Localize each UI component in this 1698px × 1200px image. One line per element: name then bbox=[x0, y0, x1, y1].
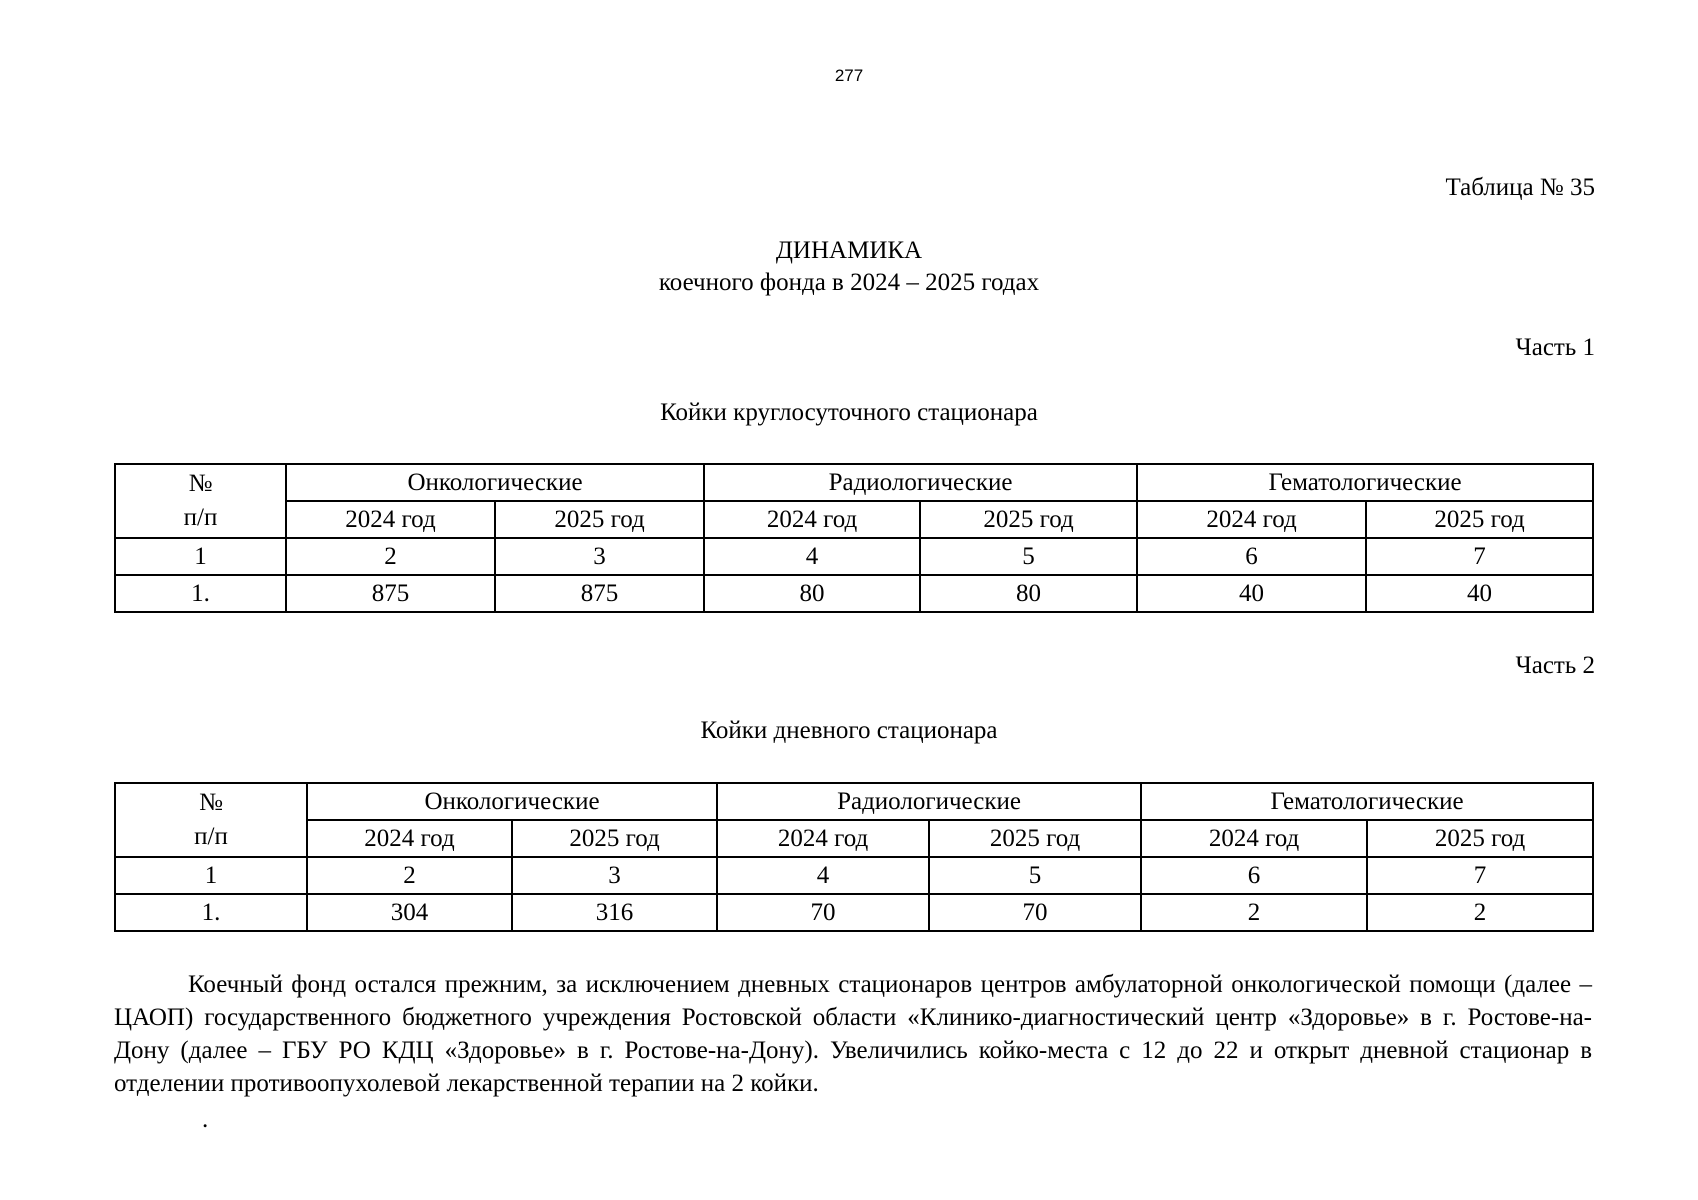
table-header-row bbox=[115, 464, 1593, 501]
part1-caption: Койки круглосуточного стационара bbox=[660, 399, 1038, 426]
index-cell: 6 bbox=[1141, 857, 1367, 894]
year-header: 2025 год bbox=[1367, 820, 1593, 857]
year-header: 2024 год bbox=[286, 501, 495, 538]
data-cell: 2 bbox=[1367, 894, 1593, 931]
row-number-cell: 1. bbox=[115, 894, 307, 931]
group-header-oncology: Онкологические bbox=[307, 783, 717, 820]
page-number: 277 bbox=[834, 66, 864, 85]
group-header-radiology: Радиологические bbox=[704, 464, 1137, 501]
year-header: 2024 год bbox=[1137, 501, 1366, 538]
number-sign: № bbox=[188, 470, 213, 497]
table-index-row bbox=[115, 538, 1593, 575]
index-cell: 2 bbox=[307, 857, 512, 894]
index-cell: 1 bbox=[115, 857, 307, 894]
group-header-oncology: Онкологические bbox=[286, 464, 704, 501]
group-header-radiology: Радиологические bbox=[717, 783, 1141, 820]
body-paragraph: Коечный фонд остался прежним, за исключением дневных стационаров центров амбулаторной онкологической помощи (далее – ЦАОП) государственного бюджетного учреждения Ростовской области «Клинико-диагностический центр «Здоровье» в г. Ростове-на-Дону (далее – ГБУ РО КДЦ «Здоровье» в г. Ростове-на-Дону). Увеличились койко-места с 12 до 22 и открыт дневной стационар в отделении противоопухолевой лекарственной терапии на 2 койки. bbox=[114, 971, 1592, 1097]
row-number-cell: 1. bbox=[115, 575, 286, 612]
table-year-row bbox=[115, 501, 1593, 538]
day-hospital-beds-table bbox=[114, 782, 1594, 932]
year-header: 2025 год bbox=[512, 820, 717, 857]
table-year-row bbox=[115, 820, 1593, 857]
number-column-header bbox=[115, 783, 307, 857]
number-column-header bbox=[115, 464, 286, 538]
data-cell: 316 bbox=[512, 894, 717, 931]
order-abbrev: п/п bbox=[194, 823, 228, 850]
index-cell: 1 bbox=[115, 538, 286, 575]
table-index-row bbox=[115, 857, 1593, 894]
year-header: 2025 год bbox=[1366, 501, 1593, 538]
year-header: 2024 год bbox=[704, 501, 920, 538]
index-cell: 4 bbox=[704, 538, 920, 575]
year-header: 2024 год bbox=[307, 820, 512, 857]
number-sign: № bbox=[199, 789, 223, 816]
table-row bbox=[115, 575, 1593, 612]
data-cell: 40 bbox=[1366, 575, 1593, 612]
data-cell: 875 bbox=[286, 575, 495, 612]
data-cell: 80 bbox=[920, 575, 1137, 612]
round-the-clock-beds-table bbox=[114, 463, 1594, 613]
index-cell: 3 bbox=[495, 538, 704, 575]
table-row bbox=[115, 894, 1593, 931]
index-cell: 6 bbox=[1137, 538, 1366, 575]
year-header: 2024 год bbox=[717, 820, 929, 857]
order-abbrev: п/п bbox=[183, 504, 218, 531]
part1-label: Часть 1 bbox=[1515, 334, 1595, 361]
year-header: 2025 год bbox=[920, 501, 1137, 538]
index-cell: 4 bbox=[717, 857, 929, 894]
index-cell: 5 bbox=[920, 538, 1137, 575]
data-cell: 2 bbox=[1141, 894, 1367, 931]
year-header: 2025 год bbox=[929, 820, 1141, 857]
data-cell: 875 bbox=[495, 575, 704, 612]
data-cell: 70 bbox=[717, 894, 929, 931]
index-cell: 5 bbox=[929, 857, 1141, 894]
part2-caption: Койки дневного стационара bbox=[700, 717, 998, 744]
part2-label: Часть 2 bbox=[1515, 652, 1595, 679]
index-cell: 2 bbox=[286, 538, 495, 575]
index-cell: 7 bbox=[1366, 538, 1593, 575]
year-header: 2024 год bbox=[1141, 820, 1367, 857]
group-header-hematology: Гематологические bbox=[1141, 783, 1593, 820]
data-cell: 80 bbox=[704, 575, 920, 612]
table-header-row bbox=[115, 783, 1593, 820]
document-title: ДИНАМИКА bbox=[775, 237, 923, 264]
document-subtitle: коечного фонда в 2024 – 2025 годах bbox=[658, 269, 1040, 296]
group-header-hematology: Гематологические bbox=[1137, 464, 1593, 501]
index-cell: 3 bbox=[512, 857, 717, 894]
data-cell: 70 bbox=[929, 894, 1141, 931]
data-cell: 304 bbox=[307, 894, 512, 931]
trailing-mark: . bbox=[202, 1106, 209, 1133]
data-cell: 40 bbox=[1137, 575, 1366, 612]
table-number: Таблица № 35 bbox=[1445, 174, 1595, 201]
year-header: 2025 год bbox=[495, 501, 704, 538]
index-cell: 7 bbox=[1367, 857, 1593, 894]
